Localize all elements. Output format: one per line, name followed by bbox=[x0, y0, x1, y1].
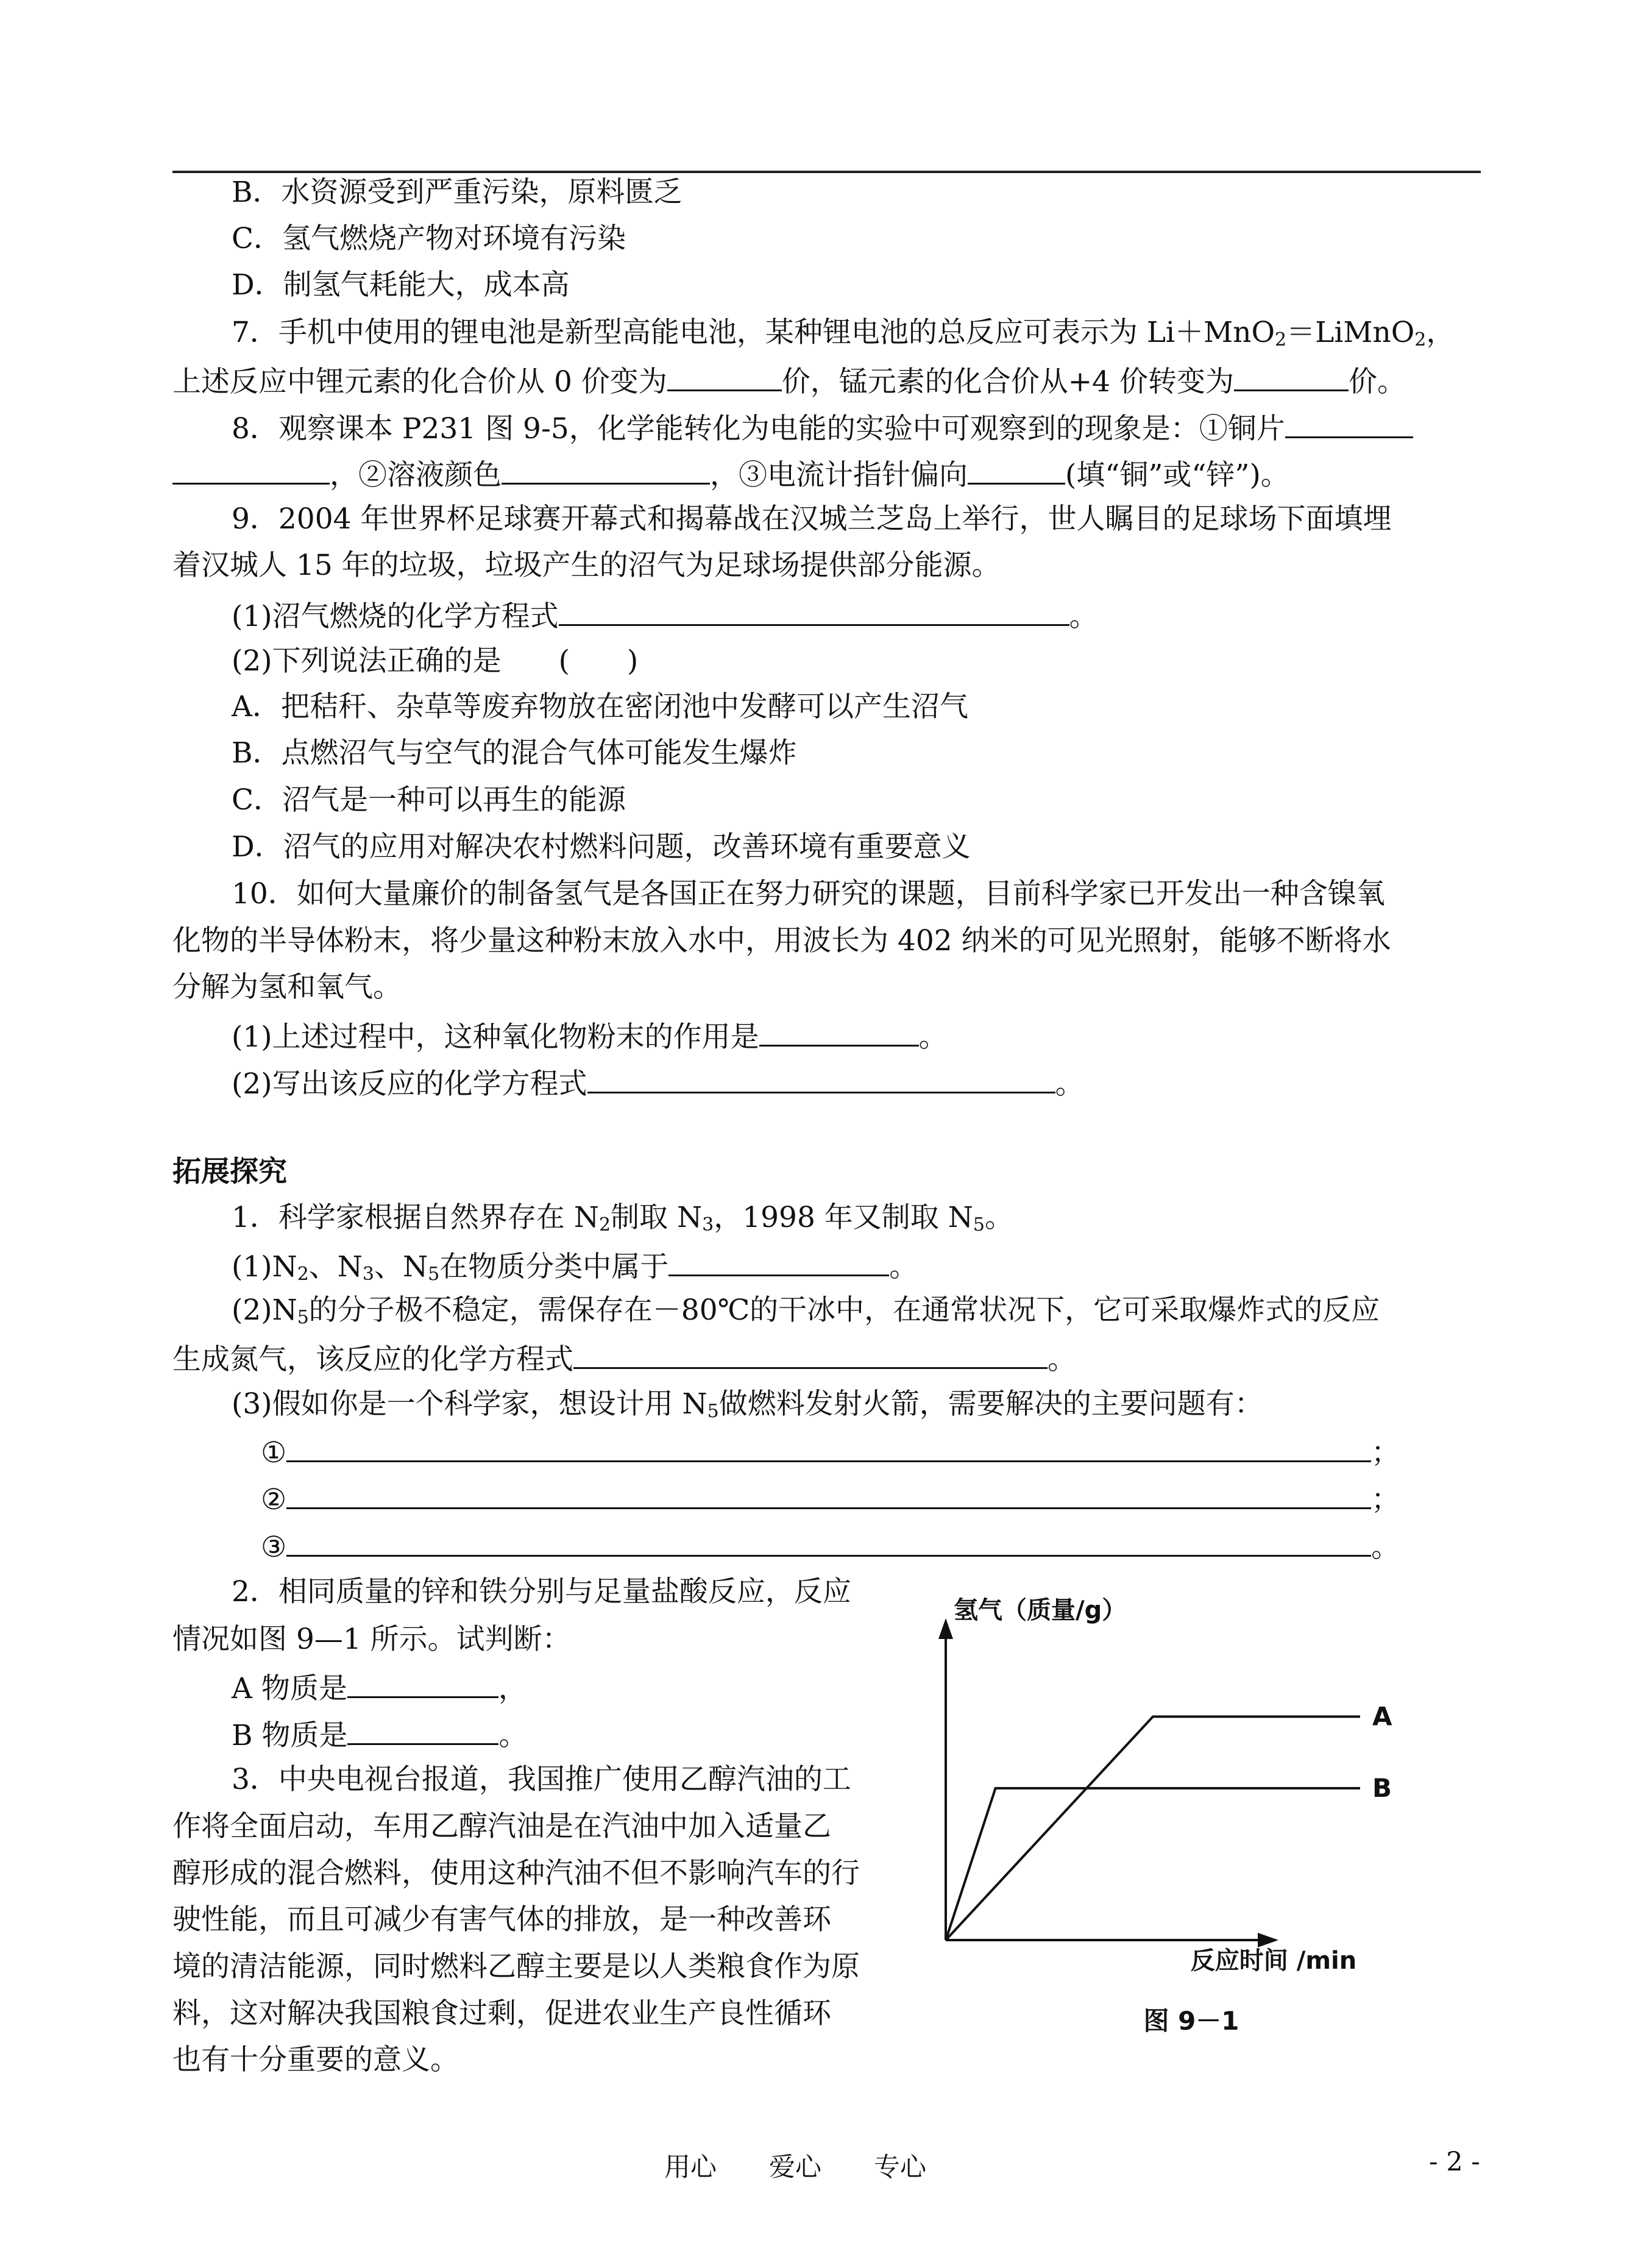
series-label-b: B bbox=[1372, 1772, 1392, 1803]
e3-line-6: 料，这对解决我国粮食过剩，促进农业生产良性循环 bbox=[172, 1997, 831, 2030]
q10-line3: 分解为氢和氧气。 bbox=[172, 970, 402, 1004]
y-axis-label: 氢气（质量/g） bbox=[954, 1596, 1127, 1624]
q10-line2: 化物的半导体粉末，将少量这种粉末放入水中，用波长为 402 纳米的可见光照射，能够不断将水 bbox=[172, 924, 1391, 958]
e1-part3: (3)假如你是一个科学家，想设计用 $N_5$做燃料发射火箭，需要解决的主要问题有： bbox=[232, 1387, 1263, 1422]
e3-line-7: 也有十分重要的意义。 bbox=[172, 2043, 459, 2077]
e3-line-4: 驶性能，而且可减少有害气体的排放，是一种改善环 bbox=[172, 1903, 831, 1936]
q9-option-b: B．点燃沼气与空气的混合气体可能发生爆炸 bbox=[232, 736, 797, 770]
footer-motto: 用心 爱心 专心 bbox=[664, 2152, 926, 2183]
series-line-a bbox=[946, 1716, 1360, 1940]
e1-item-2: ② ； bbox=[261, 1479, 1400, 1518]
page-number: - 2 - bbox=[1429, 2147, 1480, 2177]
e3-line-1: 3．中央电视台报道，我国推广使用乙醇汽油的工 bbox=[232, 1763, 851, 1796]
e2-line2: 情况如图 9—1 所示。试判断： bbox=[172, 1623, 571, 1656]
q6-option-c: C．氢气燃烧产物对环境有污染 bbox=[232, 222, 626, 255]
q7-line2: 上述反应中锂元素的化合价从 0 价变为 价，锰元素的化合价从+4 价转变为 价。 bbox=[172, 361, 1406, 400]
e3-line-3: 醇形成的混合燃料，使用这种汽油不但不影响汽车的行 bbox=[172, 1857, 860, 1890]
series-label-a: A bbox=[1372, 1701, 1392, 1732]
x-axis-arrow bbox=[1258, 1933, 1278, 1947]
q10-part2: (2)写出该反应的化学方程式 。 bbox=[232, 1064, 1084, 1103]
q9-option-a: A．把秸秆、杂草等废弃物放在密闭池中发酵可以产生沼气 bbox=[232, 690, 968, 723]
x-axis-label: 反应时间 /min bbox=[1190, 1947, 1357, 1975]
e1-line1: 1．科学家根据自然界存在 $N_2$制取 $N_3$，1998 年又制取 $N_5$。 bbox=[232, 1201, 1013, 1235]
figure-caption: 图 9－1 bbox=[1143, 2006, 1239, 2036]
q10-part1: (1)上述过程中，这种氧化物粉末的作用是 。 bbox=[232, 1017, 948, 1056]
q9-part1: (1)沼气燃烧的化学方程式 。 bbox=[232, 596, 1098, 635]
q6-option-b: B．水资源受到严重污染，原料匮乏 bbox=[232, 176, 682, 209]
e2-line1: 2．相同质量的锌和铁分别与足量盐酸反应，反应 bbox=[232, 1575, 851, 1609]
e3-line-2: 作将全面启动，车用乙醇汽油是在汽油中加入适量乙 bbox=[172, 1810, 831, 1843]
q7-line1: 7．手机中使用的锂电池是新型高能电池，某种锂电池的总反应可表示为 Li＋MnO$_2$＝LiMnO$_2$， bbox=[232, 316, 1455, 350]
q8-line2: ，②溶液颜色 ，③电流计指针偏向 (填“铜”或“锌”)。 bbox=[172, 455, 1289, 494]
series-line-b bbox=[946, 1788, 1360, 1940]
e2-a: A 物质是 ， bbox=[232, 1668, 527, 1707]
y-axis-arrow bbox=[938, 1618, 953, 1639]
q9-part2: (2)下列说法正确的是 ( ) bbox=[232, 644, 639, 678]
e1-part2-line1: $(2)N_5$的分子极不稳定，需保存在－80℃的干冰中，在通常状况下，它可采取爆炸式的反应 bbox=[232, 1293, 1380, 1328]
e1-item-3: ③ 。 bbox=[261, 1527, 1400, 1566]
section-title: 拓展探究 bbox=[172, 1155, 287, 1189]
q8-line1: 8．观察课本 P231 图 9-5，化学能转化为电能的实验中可观察到的现象是：①铜片 bbox=[232, 408, 1413, 447]
q9-line2: 着汉城人 15 年的垃圾，垃圾产生的沼气为足球场提供部分能源。 bbox=[172, 549, 1001, 582]
q6-option-d: D．制氢气耗能大，成本高 bbox=[232, 268, 570, 302]
e3-line-5: 境的清洁能源，同时燃料乙醇主要是以人类粮食作为原 bbox=[172, 1950, 860, 1983]
q9-line1: 9．2004 年世界杯足球赛开幕式和揭幕战在汉城兰芝岛上举行，世人瞩目的足球场下面填埋 bbox=[232, 502, 1392, 536]
e1-part1: $(1)N_2$、$N_3$、$N_5$在物质分类中属于 。 bbox=[232, 1246, 918, 1293]
e1-part2-line2: 生成氮气，该反应的化学方程式 。 bbox=[172, 1339, 1076, 1378]
e2-b: B 物质是 。 bbox=[232, 1715, 527, 1754]
q10-line1: 10．如何大量廉价的制备氢气是各国正在努力研究的课题，目前科学家已开发出一种含镍氧 bbox=[232, 877, 1385, 911]
q9-option-c: C．沼气是一种可以再生的能源 bbox=[232, 783, 626, 817]
e1-item-1: ① ； bbox=[261, 1432, 1400, 1471]
q9-option-d: D．沼气的应用对解决农村燃料问题，改善环境有重要意义 bbox=[232, 830, 971, 864]
